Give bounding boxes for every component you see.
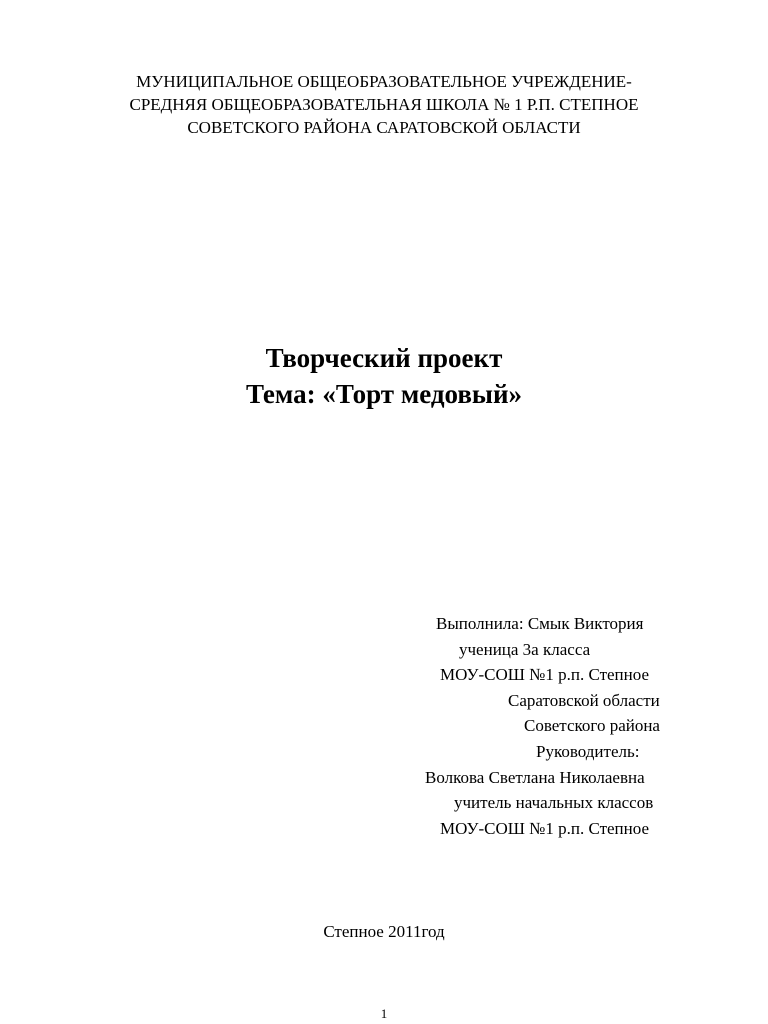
author-line-1: Выполнила: Смык Виктория bbox=[436, 614, 644, 633]
institution-header bbox=[0, 70, 768, 139]
title-line-1: Творческий проект bbox=[265, 343, 503, 373]
project-title bbox=[0, 340, 768, 412]
author-line-2: ученица 3а класса bbox=[459, 639, 591, 659]
title-line-2: Тема: «Торт медовый» bbox=[245, 379, 523, 409]
header-line-1: МУНИЦИПАЛЬНОЕ ОБЩЕОБРАЗОВАТЕЛЬНОЕ УЧРЕЖДЕНИЕ- bbox=[136, 72, 632, 91]
author-line-9: МОУ-СОШ №1 р.п. Степное bbox=[440, 818, 650, 838]
place-year: Степное 2011год bbox=[323, 922, 445, 941]
author-line-7: Волкова Светлана Николаевна bbox=[425, 767, 645, 787]
header-line-3: СОВЕТСКОГО РАЙОНА САРАТОВСКОЙ ОБЛАСТИ bbox=[187, 118, 581, 137]
page-number: 1 bbox=[380, 1006, 388, 1021]
author-line-8: учитель начальных классов bbox=[454, 793, 654, 813]
header-line-2: СРЕДНЯЯ ОБЩЕОБРАЗОВАТЕЛЬНАЯ ШКОЛА № 1 Р.П. СТЕПНОЕ bbox=[129, 95, 639, 114]
author-info bbox=[370, 611, 700, 841]
author-line-5: Советского района bbox=[524, 716, 660, 736]
author-line-3: МОУ-СОШ №1 р.п. Степное bbox=[440, 665, 650, 685]
author-line-4: Саратовской области bbox=[508, 690, 660, 710]
author-line-6: Руководитель: bbox=[536, 741, 640, 761]
